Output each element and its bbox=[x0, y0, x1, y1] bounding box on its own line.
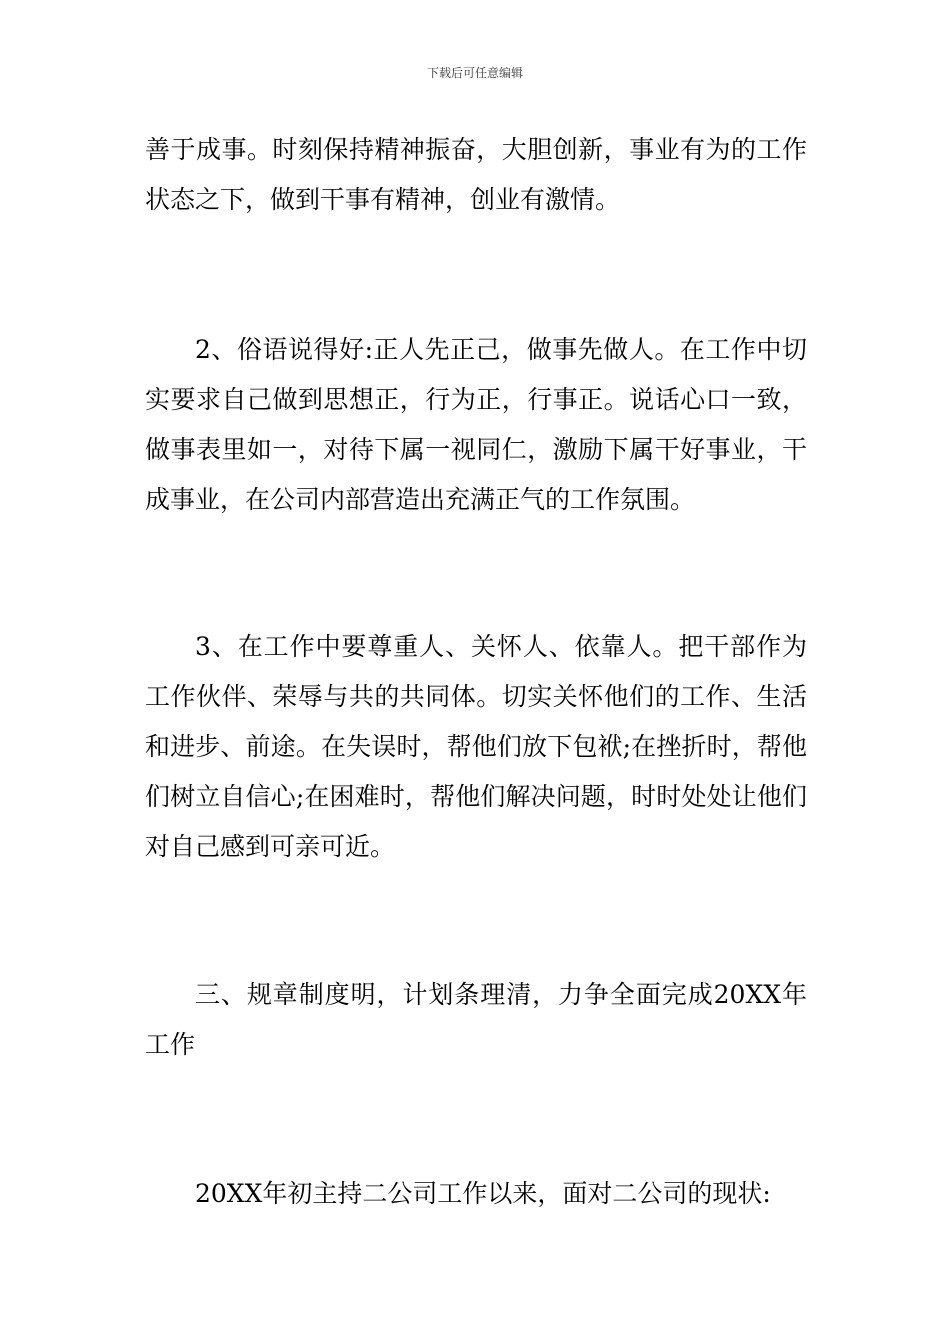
page-header: 下载后可任意编辑 bbox=[426, 66, 523, 80]
paragraph-1: 善于成事。时刻保持精神振奋，大胆创新，事业有为的工作状态之下，做到干事有精神，创业有激情。 bbox=[145, 135, 807, 214]
paragraph-3: 3、在工作中要尊重人、关怀人、依靠人。把干部作为工作伙伴、荣辱与共的共同体。切实关怀他们的工作、生活和进步、前途。在失误时，帮他们放下包袱;在挫折时，帮他们树立自信心;在困难时，帮他们解决问题，时时处处让他们对自己感到可亲可近。 bbox=[145, 632, 807, 861]
section-heading: 三、规章制度明，计划条理清，力争全面完成20XX年工作 bbox=[145, 980, 807, 1059]
paragraph-2: 2、俗语说得好:正人先正己，做事先做人。在工作中切实要求自己做到思想正，行为正，行事正。说话心口一致，做事表里如一，对待下属一视同仁，激励下属干好事业，干成事业，在公司内部营造出充满正气的工作氛围。 bbox=[145, 335, 807, 514]
paragraph-4: 20XX年初主持二公司工作以来，面对二公司的现状: bbox=[195, 1179, 771, 1208]
